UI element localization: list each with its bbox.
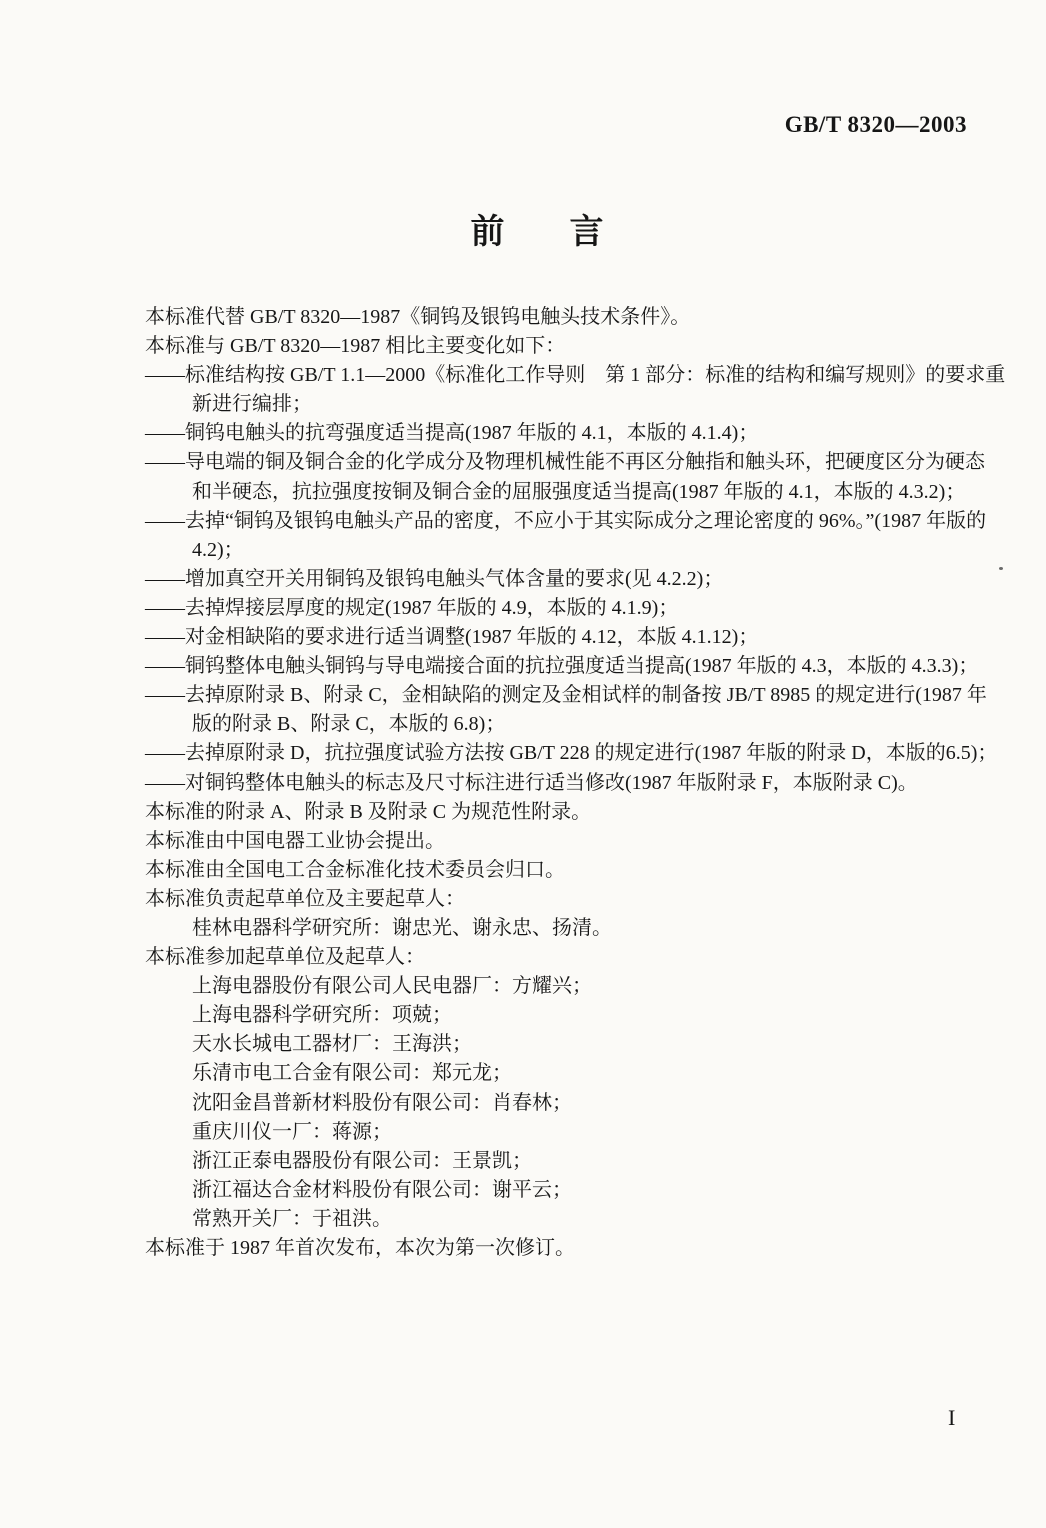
text-line: 重庆川仪一厂：蒋源； (192, 1120, 392, 1143)
text-line: ——导电端的铜及铜合金的化学成分及物理机械性能不再区分触指和触头环，把硬度区分为硬态 (145, 451, 985, 474)
text-line: 本标准代替 GB/T 8320—1987《铜钨及银钨电触头技术条件》。 (145, 306, 691, 328)
text-line: 本标准于 1987 年首次发布，本次为第一次修订。 (145, 1237, 575, 1259)
text-line: 本标准由中国电器工业协会提出。 (145, 829, 445, 852)
text-line: ——对铜钨整体电触头的标志及尺寸标注进行适当修改(1987 年版附录 F，本版附录 C)。 (145, 771, 918, 794)
text-line: 上海电器股份有限公司人民电器厂：方耀兴； (192, 975, 592, 998)
text-line: ——去掉焊接层厚度的规定(1987 年版的 4.9，本版的 4.1.9)； (145, 596, 679, 619)
text-line: ——去掉原附录 B、附录 C，金相缺陷的测定及金相试样的制备按 JB/T 8985 的规定进行(1987 年 (145, 684, 987, 707)
text-line: 桂林电器科学研究所：谢忠光、谢永忠、扬清。 (192, 916, 612, 939)
text-line: 本标准的附录 A、附录 B 及附录 C 为规范性附录。 (145, 800, 592, 823)
text-line: 本标准由全国电工合金标准化技术委员会归口。 (145, 858, 565, 881)
text-line: ——增加真空开关用铜钨及银钨电触头气体含量的要求(见 4.2.2)； (145, 567, 724, 590)
text-line: 新进行编排； (192, 393, 312, 416)
text-line: 本标准负责起草单位及主要起草人： (145, 887, 465, 910)
text-line: 上海电器科学研究所：项兢； (192, 1004, 452, 1027)
page-number: I (948, 1405, 956, 1430)
text-line: 天水长城电工器材厂：王海洪； (192, 1033, 472, 1056)
text-line: 沈阳金昌普新材料股份有限公司：肖春林； (192, 1091, 572, 1114)
text-line: 常熟开关厂：于祖洪。 (192, 1207, 392, 1230)
text-line: 本标准参加起草单位及起草人： (145, 946, 425, 969)
document-body (145, 303, 1006, 1263)
scan-artifact-dot (999, 567, 1003, 570)
text-line: 浙江福达合金材料股份有限公司：谢平云； (192, 1178, 572, 1201)
text-line: ——去掉“铜钨及银钨电触头产品的密度，不应小于其实际成分之理论密度的 96%。”(1987 年版的 (145, 509, 987, 532)
standard-number: GB/T 8320—2003 (784, 112, 967, 137)
text-line: ——铜钨整体电触头铜钨与导电端接合面的抗拉强度适当提高(1987 年版的 4.3，本版的 4.3.3)； (145, 655, 979, 678)
text-line: ——对金相缺陷的要求进行适当调整(1987 年版的 4.12，本版 4.1.12)； (145, 626, 759, 649)
page-title (14, 204, 1046, 253)
title-char-qian: 前 (470, 213, 505, 251)
text-line: 和半硬态，抗拉强度按铜及铜合金的屈服强度适当提高(1987 年版的 4.1，本版的 4.3.2)； (192, 480, 966, 503)
text-line: 版的附录 B、附录 C，本版的 6.8)； (192, 713, 506, 736)
text-line: 浙江正泰电器股份有限公司：王景凯； (192, 1149, 532, 1172)
text-line: ——标准结构按 GB/T 1.1—2000《标准化工作导则 第 1 部分：标准的结构和编写规则》的要求重 (145, 364, 1006, 387)
title-char-yan: 言 (569, 213, 604, 251)
text-line: ——铜钨电触头的抗弯强度适当提高(1987 年版的 4.1，本版的 4.1.4)； (145, 422, 759, 445)
text-line: 乐清市电工合金有限公司：郑元龙； (192, 1062, 512, 1085)
text-line: 4.2)； (192, 538, 244, 561)
text-line: 本标准与 GB/T 8320—1987 相比主要变化如下： (145, 335, 566, 358)
text-line: ——去掉原附录 D，抗拉强度试验方法按 GB/T 228 的规定进行(1987 年版的附录 D，本版的6.5)； (145, 742, 998, 765)
